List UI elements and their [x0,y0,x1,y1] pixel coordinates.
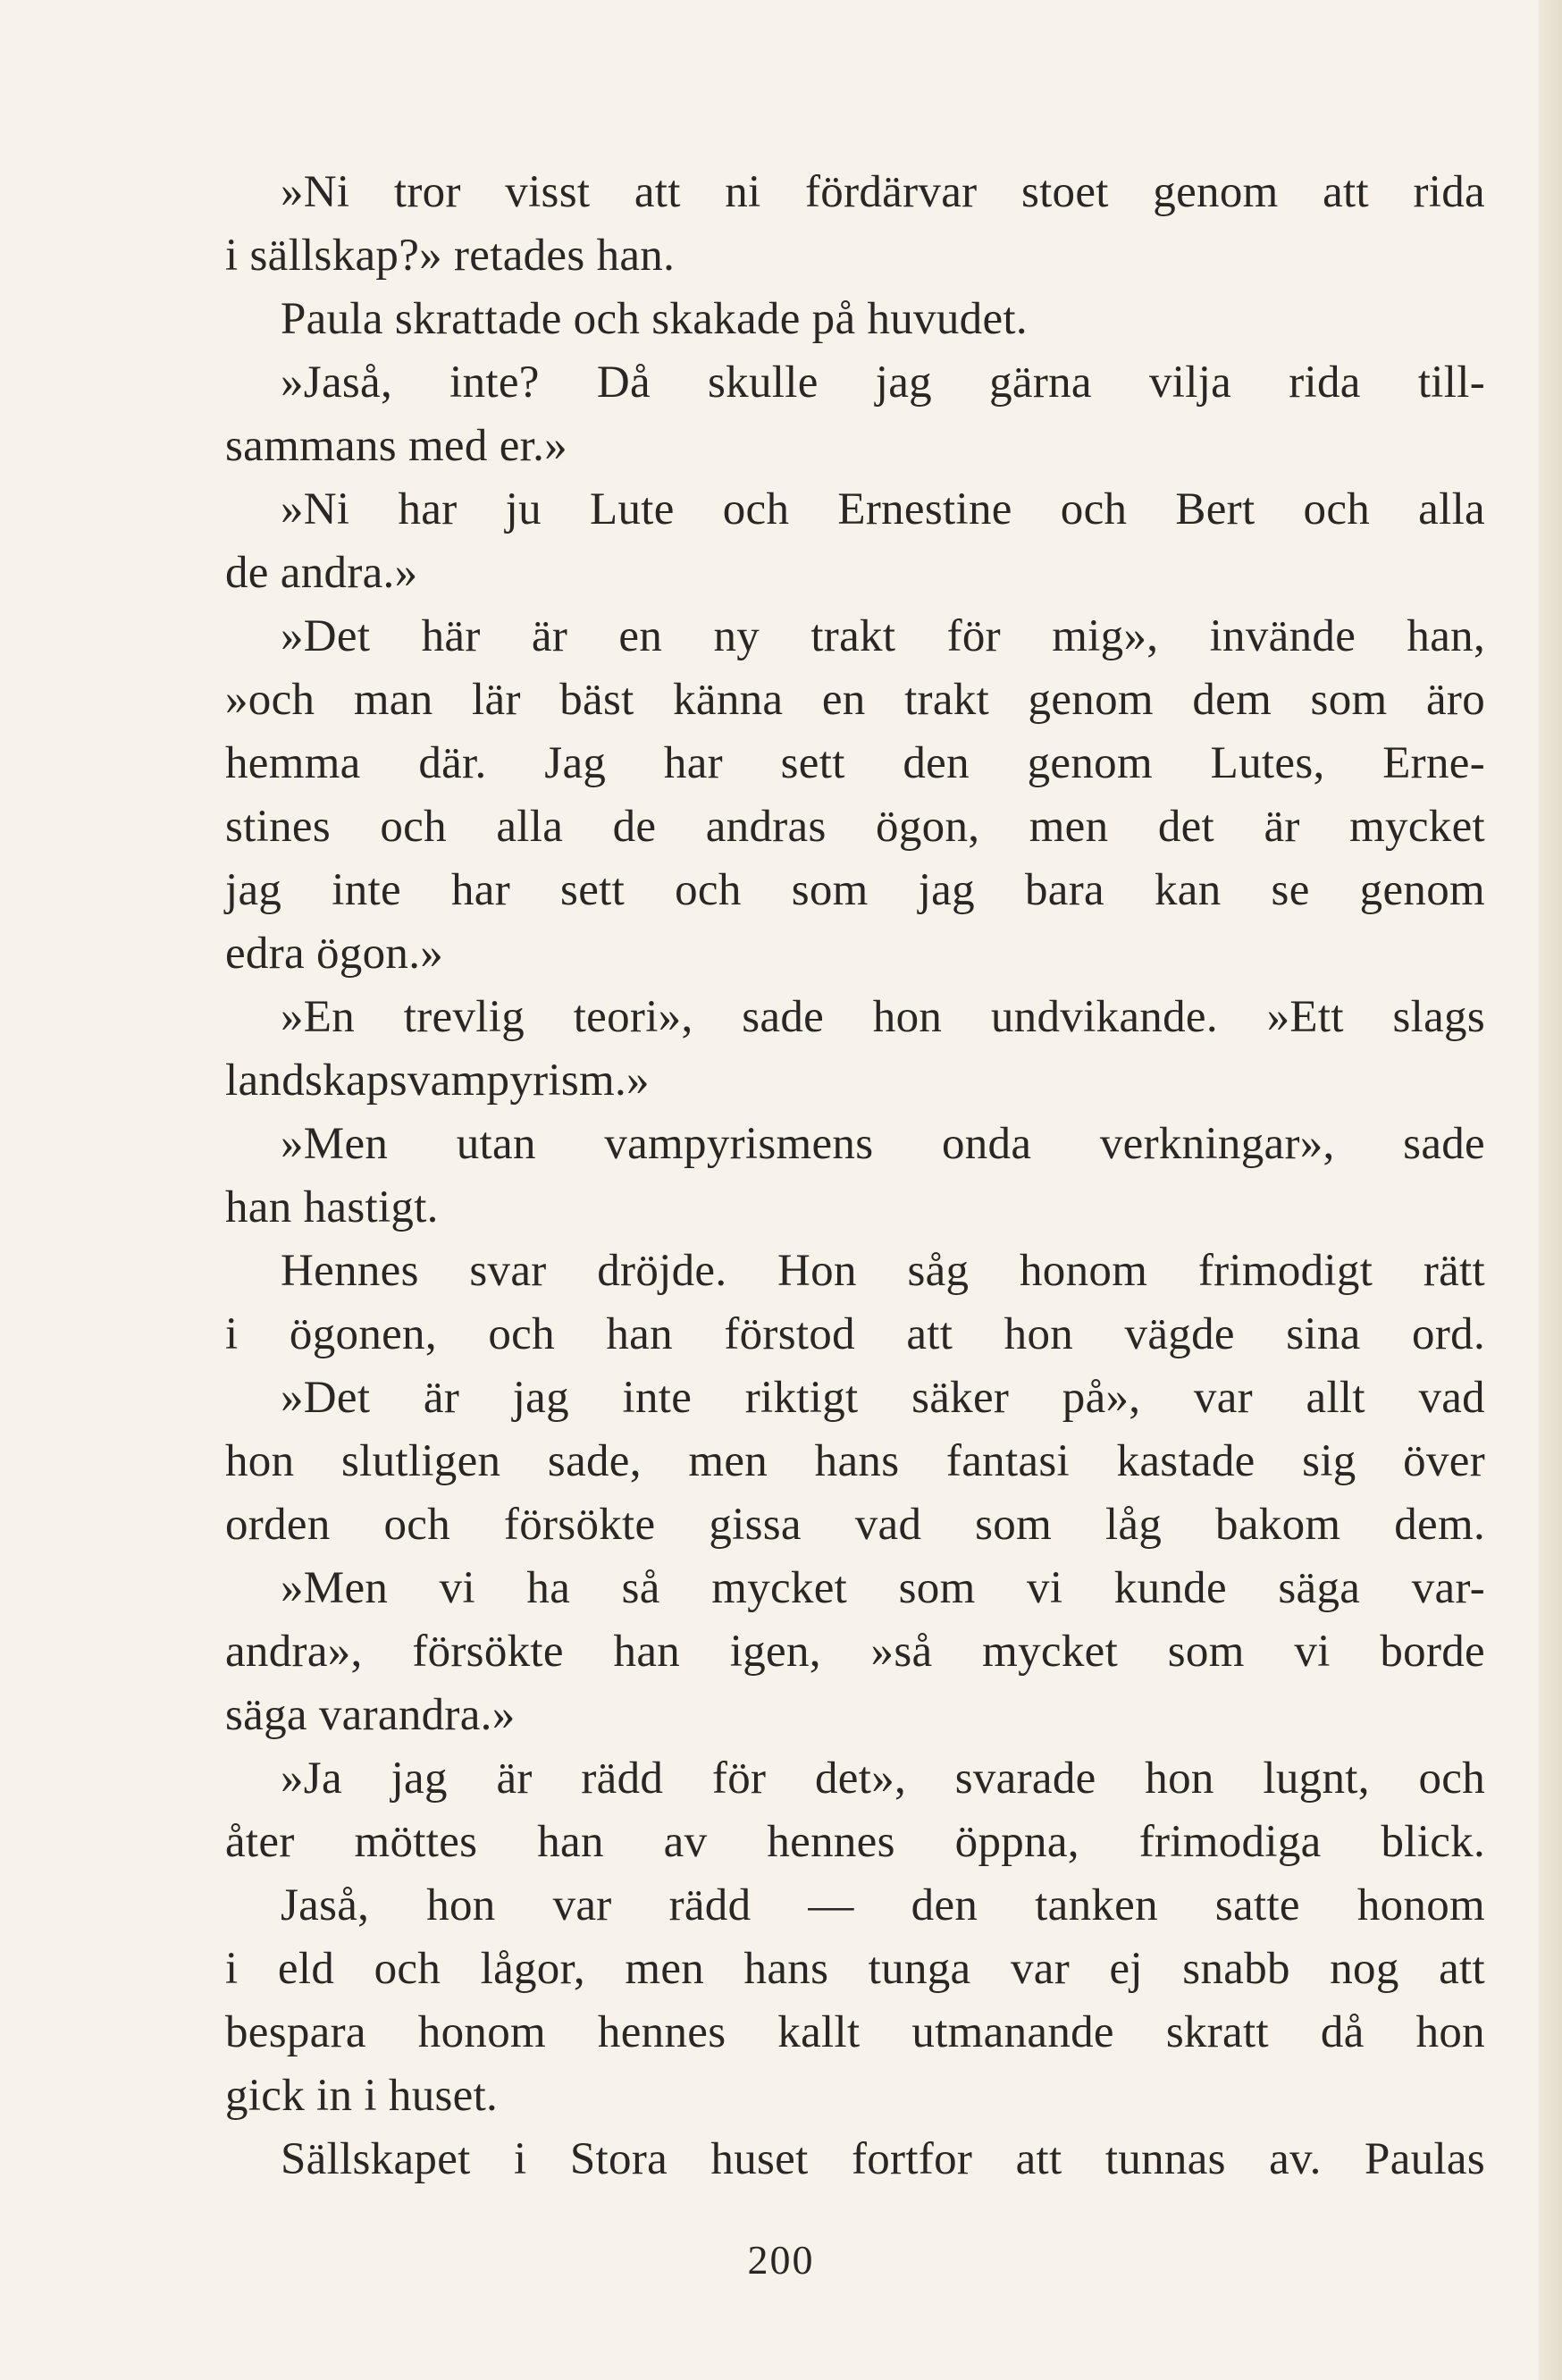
page-number: 200 [747,2237,815,2283]
text-line: gick in i huset. [225,2071,499,2121]
page-edge [1539,0,1562,2380]
text-line: sammans med er.» [225,421,567,471]
text-line: i eld och lågor, men hans tunga var ej snabb nog att [225,1944,1485,1994]
text-line: orden och försökte gissa vad som låg bakom dem. [225,1500,1485,1550]
text-line: landskapsvampyrism.» [225,1055,650,1106]
text-line: hon slutligen sade, men hans fantasi kastade sig över [225,1436,1485,1486]
text-line: andra», försökte han igen, »så mycket som vi borde [225,1627,1485,1677]
text-line: stines och alla de andras ögon, men det är mycket [225,802,1485,852]
text-line: »Det här är en ny trakt för mig», invände han, [281,611,1485,661]
text-line: hemma där. Jag har sett den genom Lutes, Erne- [225,738,1485,788]
text-line: i ögonen, och han förstod att hon vägde sina ord. [225,1309,1485,1359]
text-line: Paula skrattade och skakade på huvudet. [281,294,1028,344]
text-line: säga varandra.» [225,1690,516,1740]
text-line: »Ni tror visst att ni fördärvar stoet genom att rida [281,167,1485,217]
text-line: »Ni har ju Lute och Ernestine och Bert och alla [281,484,1485,534]
text-line: »Men utan vampyrismens onda verkningar», sade [281,1119,1485,1169]
text-line: han hastigt. [225,1182,439,1232]
text-line: åter möttes han av hennes öppna, frimodiga blick. [225,1817,1485,1867]
text-line: »Ja jag är rädd för det», svarade hon lugnt, och [281,1753,1485,1804]
text-line: edra ögon.» [225,929,444,979]
text-line: jag inte har sett och som jag bara kan se genom [225,865,1485,915]
text-line: Hennes svar dröjde. Hon såg honom frimodigt rätt [281,1246,1485,1296]
text-line: de andra.» [225,548,418,598]
body-text [225,161,1485,2191]
text-line: »Det är jag inte riktigt säker på», var allt vad [281,1373,1485,1423]
text-line: bespara honom hennes kallt utmanande skratt då hon [225,2007,1485,2057]
text-line: »En trevlig teori», sade hon undvikande. »Ett slags [281,992,1485,1042]
text-line: Sällskapet i Stora huset fortfor att tunnas av. Paulas [281,2134,1485,2184]
text-line: Jaså, hon var rädd — den tanken satte honom [281,1880,1485,1930]
text-line: »Jaså, inte? Då skulle jag gärna vilja rida till- [281,357,1485,408]
text-line: »och man lär bäst känna en trakt genom dem som äro [225,675,1485,725]
text-line: »Men vi ha så mycket som vi kunde säga var- [281,1563,1485,1613]
text-line: i sällskap?» retades han. [225,231,676,281]
